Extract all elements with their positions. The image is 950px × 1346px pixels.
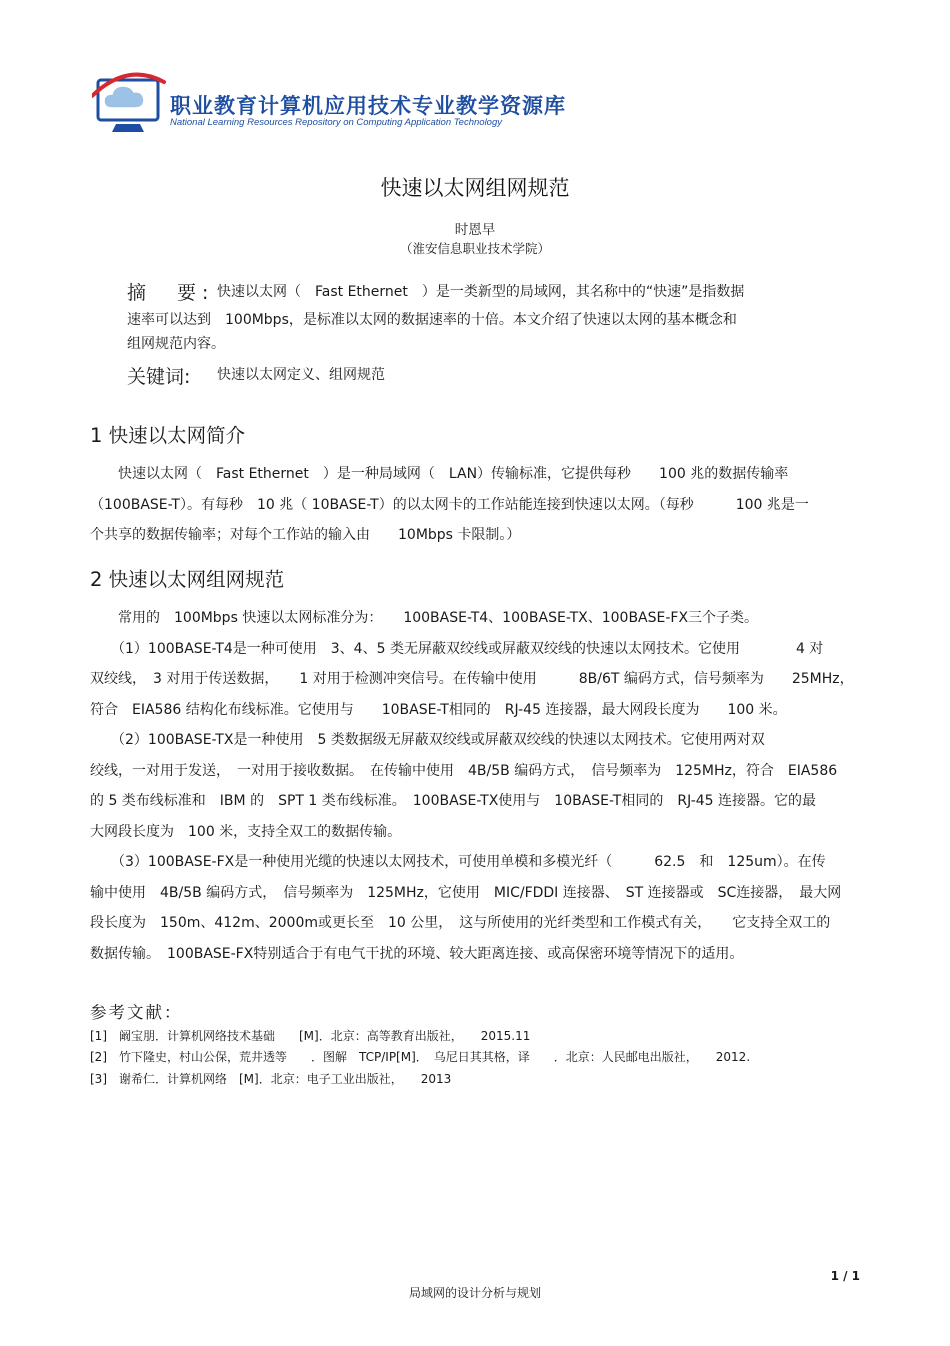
paragraph-line: 双绞线， 3 对用于传送数据， 1 对用于检测冲突信号。在传输中使用 8B/6T 编码方式，信号频率为 25MHz， — [90, 671, 854, 687]
references-heading: 参考文献： — [90, 1003, 183, 1022]
logo-english-title: National Learning Resources Repository on Computing Application Technology — [170, 117, 502, 128]
paragraph-line: （100BASE-T）。有每秒 10 兆（ 10BASE-T）的以太网卡的工作站能连接到快速以太网。（每秒 100 兆是一 — [90, 496, 809, 513]
paragraph-line: （3）100BASE-FX是一种使用光缆的快速以太网技术，可使用单模和多模光纤（ 62.5 和 125um）。在传 — [90, 854, 826, 870]
paragraph-line: 个共享的数据传输率；对每个工作站的输入由 10Mbps 卡限制。） — [90, 527, 521, 543]
paragraph-line: 段长度为 150m、412m、2000m或更长至 10 公里， 这与所使用的光纤类型和工作模式有关， 它支持全双工的 — [90, 915, 831, 931]
logo-chinese-title: 职业教育计算机应用技术专业教学资源库 — [170, 94, 566, 118]
section-paragraph — [90, 459, 862, 551]
paragraph-line: 数据传输。 100BASE-FX特别适合于有电气干扰的环境、较大距离连接、或高保密环境等情况下的适用。 — [90, 945, 744, 962]
reference-item: [2] 竹下隆史，村山公保，荒井透等 ．图解 TCP/IP[M]． 乌尼日其其格，译 ．北京：人民邮电出版社， 2012. — [90, 1050, 751, 1064]
paragraph-line: （2）100BASE-TX是一种使用 5 类数据级无屏蔽双绞线或屏蔽双绞线的快速以太网技术。它使用两对双 — [90, 732, 765, 748]
page-number: 1 / 1 — [830, 1269, 860, 1283]
keywords-label: 关键词: — [127, 366, 191, 388]
keywords-text: 快速以太网定义、组网规范 — [217, 367, 385, 383]
reference-item: [1] 阚宝朋．计算机网络技术基础 [M]．北京：高等教育出版社， 2015.11 — [90, 1029, 531, 1043]
reference-item: [3] 谢希仁．计算机网络 [M]．北京：电子工业出版社， 2013 — [90, 1072, 452, 1086]
paper-title: 快速以太网组网规范 — [380, 176, 570, 200]
paragraph-line: 快速以太网（ Fast Ethernet ）是一种局域网（ LAN）传输标准，它提供每秒 100 兆的数据传输率 — [90, 466, 789, 482]
paragraph-line: 绞线，一对用于发送， 一对用于接收数据。 在传输中使用 4B/5B 编码方式， 信号频率为 125MHz，符合 EIA586 — [90, 762, 838, 779]
page-footer: 局域网的设计分析与规划 — [408, 1286, 541, 1300]
abstract-line: 组网规范内容。 — [127, 336, 225, 352]
section-heading: 1 快速以太网简介 — [90, 424, 246, 447]
repository-logo — [92, 68, 566, 138]
paragraph-line: （1）100BASE-T4是一种可使用 3、4、5 类无屏蔽双绞线或屏蔽双绞线的快速以太网技术。它使用 4 对 — [90, 640, 824, 657]
author-affiliation: （淮安信息职业技术学院） — [399, 241, 550, 256]
abstract-label: 摘 要: — [127, 282, 215, 304]
section-heading: 2 快速以太网组网规范 — [90, 568, 285, 591]
paragraph-line: 符合 EIA586 结构化布线标准。它使用与 10BASE-T相同的 RJ-45 连接器，最大网段长度为 100 米。 — [90, 701, 787, 718]
paragraph-line: 输中使用 4B/5B 编码方式， 信号频率为 125MHz，它使用 MIC/FDDI 连接器、 ST 连接器或 SC连接器， 最大网 — [90, 884, 842, 901]
paragraph-line: 常用的 100Mbps 快速以太网标准分为： 100BASE-T4、100BASE-TX、100BASE-FX三个子类。 — [90, 610, 759, 626]
abstract-line: 速率可以达到 100Mbps，是标准以太网的数据速率的十倍。本文介绍了快速以太网的基本概念和 — [127, 312, 737, 328]
paragraph-line: 大网段长度为 100 米，支持全双工的数据传输。 — [90, 823, 402, 840]
section-paragraph — [90, 603, 862, 969]
abstract-line: 快速以太网（ Fast Ethernet ）是一类新型的局域网，其名称中的“快速”是指数据 — [217, 284, 745, 300]
author-name: 时恩早 — [454, 222, 496, 238]
paragraph-line: 的 5 类布线标准和 IBM 的 SPT 1 类布线标准。 100BASE-TX使用与 10BASE-T相同的 RJ-45 连接器。它的最 — [90, 793, 817, 809]
monitor-cloud-icon — [92, 68, 168, 138]
